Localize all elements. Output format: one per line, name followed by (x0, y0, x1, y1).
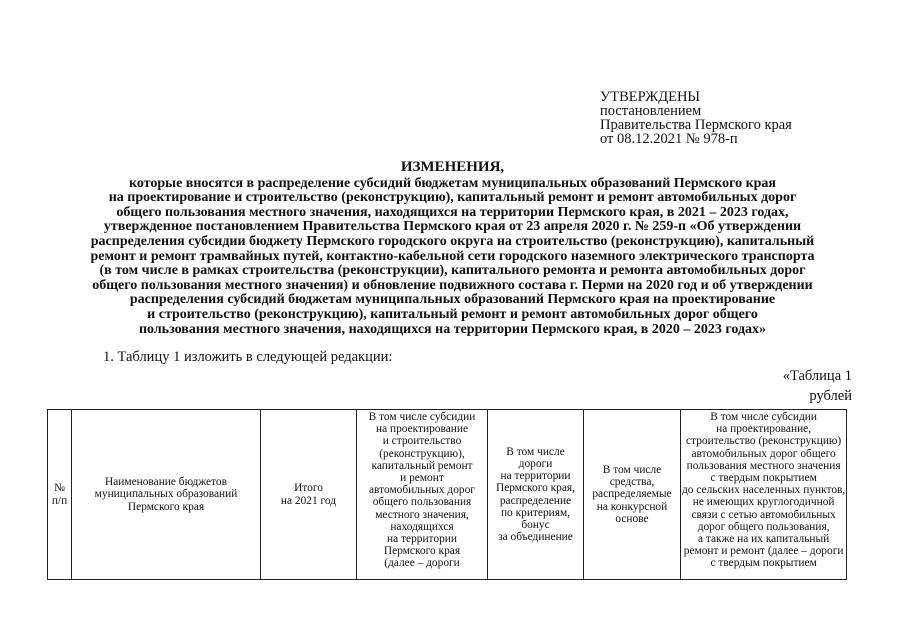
paragraph-1: 1. Таблицу 1 изложить в следующей редакции: (103, 349, 393, 365)
table-reference: «Таблица 1 (782, 368, 852, 384)
approval-line: УТВЕРЖДЕНЫ (600, 89, 701, 105)
units-label: рублей (809, 388, 852, 404)
subsidy-table (47, 409, 847, 580)
header-rural-roads: В том числе субсидии на проектирование, строительство (реконструкцию) автомобильных дорог общего пользования местного значения с твердым покрытием до сельских населенных пунктов, не имеющих круглогодичной связи с сетью автомобильных дорог общего пользования, а также на их капитальный ремонт и ремонт (далее – дороги с твердым покрытием (681, 410, 847, 580)
heading-line: которые вносятся в распределение субсидий бюджетам муниципальных образований Пермского края (128, 175, 777, 191)
heading-line: общего пользования местного значения) и обновление подвижного состава г. Перми на 2020 год и об утверждении (92, 277, 813, 293)
heading-line: ремонт и ремонт трамвайных путей, контактно-кабельной сети городского наземного электрического транспорта (90, 248, 815, 264)
heading-line: утвержденное постановлением Правительства Пермского края от 23 апреля 2020 г. № 259-п «Об утверждении (103, 219, 802, 235)
heading-line: общего пользования местного значения, находящихся на территории Пермского края, в 2021 – 2023 годах, (116, 204, 789, 220)
table-header-row (48, 410, 847, 580)
header-total: Итого на 2021 год (261, 410, 357, 580)
heading-line: распределения субсидии бюджету Пермского городского округа на строительство (реконструкцию), капитальный (90, 233, 815, 249)
approval-line: Правительства Пермского края (600, 117, 792, 133)
heading-line: (в том числе в рамках строительства (реконструкции), капитального ремонта и ремонта автомобильных дорог (99, 263, 806, 279)
document-heading (0, 160, 905, 337)
approval-line: постановлением (600, 103, 702, 119)
header-roads-criteria: В том числе дороги на территории Пермского края, распределение по критериям, бонус за объединение (488, 410, 584, 580)
header-name: Наименование бюджетов муниципальных образований Пермского края (72, 410, 261, 580)
header-num: № п/п (48, 410, 72, 580)
approval-stamp (600, 90, 792, 146)
approval-line: от 08.12.2021 № 978-п (600, 131, 738, 147)
header-design-subsidy: В том числе субсидии на проектирование и строительство (реконструкцию), капитальный ремонт и ремонт автомобильных дорог общего пользования местного значения, находящихся на территории Пермского края (далее – дороги (357, 410, 488, 580)
heading-line: и строительство (реконструкцию), капитальный ремонт и ремонт автомобильных дорог общего (147, 306, 758, 322)
heading-line: пользования местного значения, находящихся на территории Пермского края, в 2020 – 2023 годах» (138, 321, 767, 337)
header-competitive-funds: В том числе средства, распределяемые на конкурсной основе (584, 410, 681, 580)
document-title: ИЗМЕНЕНИЯ, (400, 159, 505, 175)
heading-line: распределения субсидий бюджетам муниципальных образований Пермского края на проектирование (129, 292, 776, 308)
heading-line: на проектирование и строительство (реконструкцию), капитальный ремонт и ремонт автомобильных дорог (108, 190, 797, 206)
